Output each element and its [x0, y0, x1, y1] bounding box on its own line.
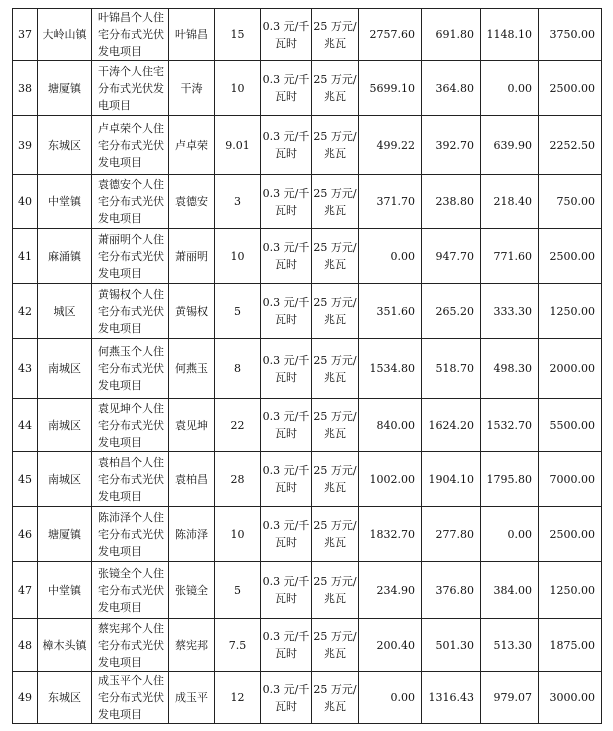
cell-v2: 392.70	[422, 116, 481, 175]
cell-project: 干涛个人住宅分布式光伏发电项目	[92, 61, 169, 116]
cell-no: 46	[13, 507, 38, 562]
cell-no: 40	[13, 175, 38, 229]
cell-v2: 1316.43	[422, 672, 481, 724]
cell-v1: 499.22	[359, 116, 422, 175]
cell-price: 0.3 元/千瓦时	[261, 452, 312, 507]
cell-v2: 364.80	[422, 61, 481, 116]
cell-v1: 0.00	[359, 229, 422, 284]
cell-total: 3750.00	[539, 9, 602, 61]
cell-town: 东城区	[38, 672, 92, 724]
cell-no: 39	[13, 116, 38, 175]
cell-town: 南城区	[38, 399, 92, 452]
cell-v1: 234.90	[359, 562, 422, 619]
table-row	[13, 399, 602, 452]
cell-price: 0.3 元/千瓦时	[261, 619, 312, 672]
cell-town: 塘厦镇	[38, 61, 92, 116]
cell-project: 成玉平个人住宅分布式光伏发电项目	[92, 672, 169, 724]
table-row	[13, 562, 602, 619]
table-row	[13, 452, 602, 507]
table-row	[13, 116, 602, 175]
cell-no: 38	[13, 61, 38, 116]
cell-capacity: 12	[215, 672, 261, 724]
cell-v3: 979.07	[481, 672, 539, 724]
cell-price: 0.3 元/千瓦时	[261, 507, 312, 562]
cell-v3: 0.00	[481, 61, 539, 116]
cell-project: 卢卓荣个人住宅分布式光伏发电项目	[92, 116, 169, 175]
cell-total: 2000.00	[539, 339, 602, 399]
cell-v2: 518.70	[422, 339, 481, 399]
cell-town: 南城区	[38, 452, 92, 507]
cell-no: 44	[13, 399, 38, 452]
cell-no: 48	[13, 619, 38, 672]
cell-project: 陈沛泽个人住宅分布式光伏发电项目	[92, 507, 169, 562]
cell-price: 0.3 元/千瓦时	[261, 562, 312, 619]
cell-total: 5500.00	[539, 399, 602, 452]
table-row	[13, 61, 602, 116]
cell-owner: 袁柏昌	[169, 452, 215, 507]
cell-v3: 639.90	[481, 116, 539, 175]
cell-total: 3000.00	[539, 672, 602, 724]
cell-subsidy: 25 万元/兆瓦	[312, 672, 359, 724]
table-body	[13, 9, 602, 724]
cell-project: 黄锡权个人住宅分布式光伏发电项目	[92, 284, 169, 339]
cell-subsidy: 25 万元/兆瓦	[312, 61, 359, 116]
cell-total: 1875.00	[539, 619, 602, 672]
cell-v1: 351.60	[359, 284, 422, 339]
cell-no: 42	[13, 284, 38, 339]
cell-town: 东城区	[38, 116, 92, 175]
cell-v1: 1832.70	[359, 507, 422, 562]
table-row	[13, 175, 602, 229]
cell-v2: 501.30	[422, 619, 481, 672]
cell-project: 何燕玉个人住宅分布式光伏发电项目	[92, 339, 169, 399]
cell-no: 41	[13, 229, 38, 284]
cell-owner: 成玉平	[169, 672, 215, 724]
cell-v3: 498.30	[481, 339, 539, 399]
cell-v3: 771.60	[481, 229, 539, 284]
table-row	[13, 284, 602, 339]
cell-town: 樟木头镇	[38, 619, 92, 672]
table-row	[13, 672, 602, 724]
cell-owner: 黄锡权	[169, 284, 215, 339]
cell-town: 大岭山镇	[38, 9, 92, 61]
cell-v3: 333.30	[481, 284, 539, 339]
cell-subsidy: 25 万元/兆瓦	[312, 175, 359, 229]
cell-project: 张镜全个人住宅分布式光伏发电项目	[92, 562, 169, 619]
cell-v1: 371.70	[359, 175, 422, 229]
cell-no: 47	[13, 562, 38, 619]
cell-price: 0.3 元/千瓦时	[261, 175, 312, 229]
cell-subsidy: 25 万元/兆瓦	[312, 619, 359, 672]
cell-v1: 5699.10	[359, 61, 422, 116]
table-row	[13, 229, 602, 284]
cell-subsidy: 25 万元/兆瓦	[312, 399, 359, 452]
cell-owner: 袁见坤	[169, 399, 215, 452]
cell-price: 0.3 元/千瓦时	[261, 672, 312, 724]
cell-owner: 张镜全	[169, 562, 215, 619]
cell-v3: 218.40	[481, 175, 539, 229]
cell-price: 0.3 元/千瓦时	[261, 9, 312, 61]
cell-no: 43	[13, 339, 38, 399]
cell-owner: 陈沛泽	[169, 507, 215, 562]
cell-town: 中堂镇	[38, 175, 92, 229]
cell-capacity: 10	[215, 61, 261, 116]
cell-v3: 0.00	[481, 507, 539, 562]
cell-capacity: 22	[215, 399, 261, 452]
cell-capacity: 7.5	[215, 619, 261, 672]
table-row	[13, 619, 602, 672]
cell-price: 0.3 元/千瓦时	[261, 61, 312, 116]
cell-price: 0.3 元/千瓦时	[261, 284, 312, 339]
cell-total: 1250.00	[539, 562, 602, 619]
cell-price: 0.3 元/千瓦时	[261, 229, 312, 284]
cell-project: 袁见坤个人住宅分布式光伏发电项目	[92, 399, 169, 452]
cell-v1: 0.00	[359, 672, 422, 724]
cell-v2: 376.80	[422, 562, 481, 619]
cell-v1: 200.40	[359, 619, 422, 672]
cell-v2: 947.70	[422, 229, 481, 284]
cell-total: 2500.00	[539, 61, 602, 116]
cell-v2: 691.80	[422, 9, 481, 61]
cell-v1: 2757.60	[359, 9, 422, 61]
cell-owner: 袁德安	[169, 175, 215, 229]
cell-subsidy: 25 万元/兆瓦	[312, 452, 359, 507]
cell-total: 7000.00	[539, 452, 602, 507]
cell-project: 萧丽明个人住宅分布式光伏发电项目	[92, 229, 169, 284]
subsidy-table	[12, 8, 602, 724]
cell-capacity: 5	[215, 284, 261, 339]
cell-v3: 1532.70	[481, 399, 539, 452]
cell-subsidy: 25 万元/兆瓦	[312, 116, 359, 175]
cell-town: 麻涌镇	[38, 229, 92, 284]
cell-subsidy: 25 万元/兆瓦	[312, 229, 359, 284]
cell-capacity: 10	[215, 229, 261, 284]
cell-capacity: 3	[215, 175, 261, 229]
cell-owner: 干涛	[169, 61, 215, 116]
cell-owner: 卢卓荣	[169, 116, 215, 175]
cell-project: 蔡宪邦个人住宅分布式光伏发电项目	[92, 619, 169, 672]
cell-v2: 238.80	[422, 175, 481, 229]
cell-v1: 840.00	[359, 399, 422, 452]
cell-subsidy: 25 万元/兆瓦	[312, 507, 359, 562]
cell-owner: 蔡宪邦	[169, 619, 215, 672]
cell-capacity: 8	[215, 339, 261, 399]
cell-total: 2500.00	[539, 229, 602, 284]
cell-v3: 513.30	[481, 619, 539, 672]
cell-capacity: 10	[215, 507, 261, 562]
cell-price: 0.3 元/千瓦时	[261, 116, 312, 175]
cell-v2: 1624.20	[422, 399, 481, 452]
cell-capacity: 9.01	[215, 116, 261, 175]
cell-total: 2500.00	[539, 507, 602, 562]
cell-v2: 265.20	[422, 284, 481, 339]
table-row	[13, 507, 602, 562]
cell-capacity: 15	[215, 9, 261, 61]
cell-town: 城区	[38, 284, 92, 339]
cell-town: 塘厦镇	[38, 507, 92, 562]
cell-v2: 1904.10	[422, 452, 481, 507]
cell-total: 750.00	[539, 175, 602, 229]
cell-v3: 1148.10	[481, 9, 539, 61]
cell-no: 49	[13, 672, 38, 724]
cell-capacity: 5	[215, 562, 261, 619]
cell-owner: 萧丽明	[169, 229, 215, 284]
cell-project: 袁德安个人住宅分布式光伏发电项目	[92, 175, 169, 229]
cell-town: 南城区	[38, 339, 92, 399]
cell-v3: 1795.80	[481, 452, 539, 507]
cell-v2: 277.80	[422, 507, 481, 562]
cell-v1: 1534.80	[359, 339, 422, 399]
table-row	[13, 9, 602, 61]
cell-subsidy: 25 万元/兆瓦	[312, 339, 359, 399]
cell-total: 2252.50	[539, 116, 602, 175]
cell-v3: 384.00	[481, 562, 539, 619]
cell-town: 中堂镇	[38, 562, 92, 619]
cell-project: 袁柏昌个人住宅分布式光伏发电项目	[92, 452, 169, 507]
cell-price: 0.3 元/千瓦时	[261, 399, 312, 452]
cell-total: 1250.00	[539, 284, 602, 339]
cell-price: 0.3 元/千瓦时	[261, 339, 312, 399]
cell-subsidy: 25 万元/兆瓦	[312, 284, 359, 339]
cell-subsidy: 25 万元/兆瓦	[312, 562, 359, 619]
cell-owner: 叶锦昌	[169, 9, 215, 61]
cell-owner: 何燕玉	[169, 339, 215, 399]
cell-capacity: 28	[215, 452, 261, 507]
cell-no: 45	[13, 452, 38, 507]
table-row	[13, 339, 602, 399]
cell-v1: 1002.00	[359, 452, 422, 507]
cell-subsidy: 25 万元/兆瓦	[312, 9, 359, 61]
cell-no: 37	[13, 9, 38, 61]
cell-project: 叶锦昌个人住宅分布式光伏发电项目	[92, 9, 169, 61]
